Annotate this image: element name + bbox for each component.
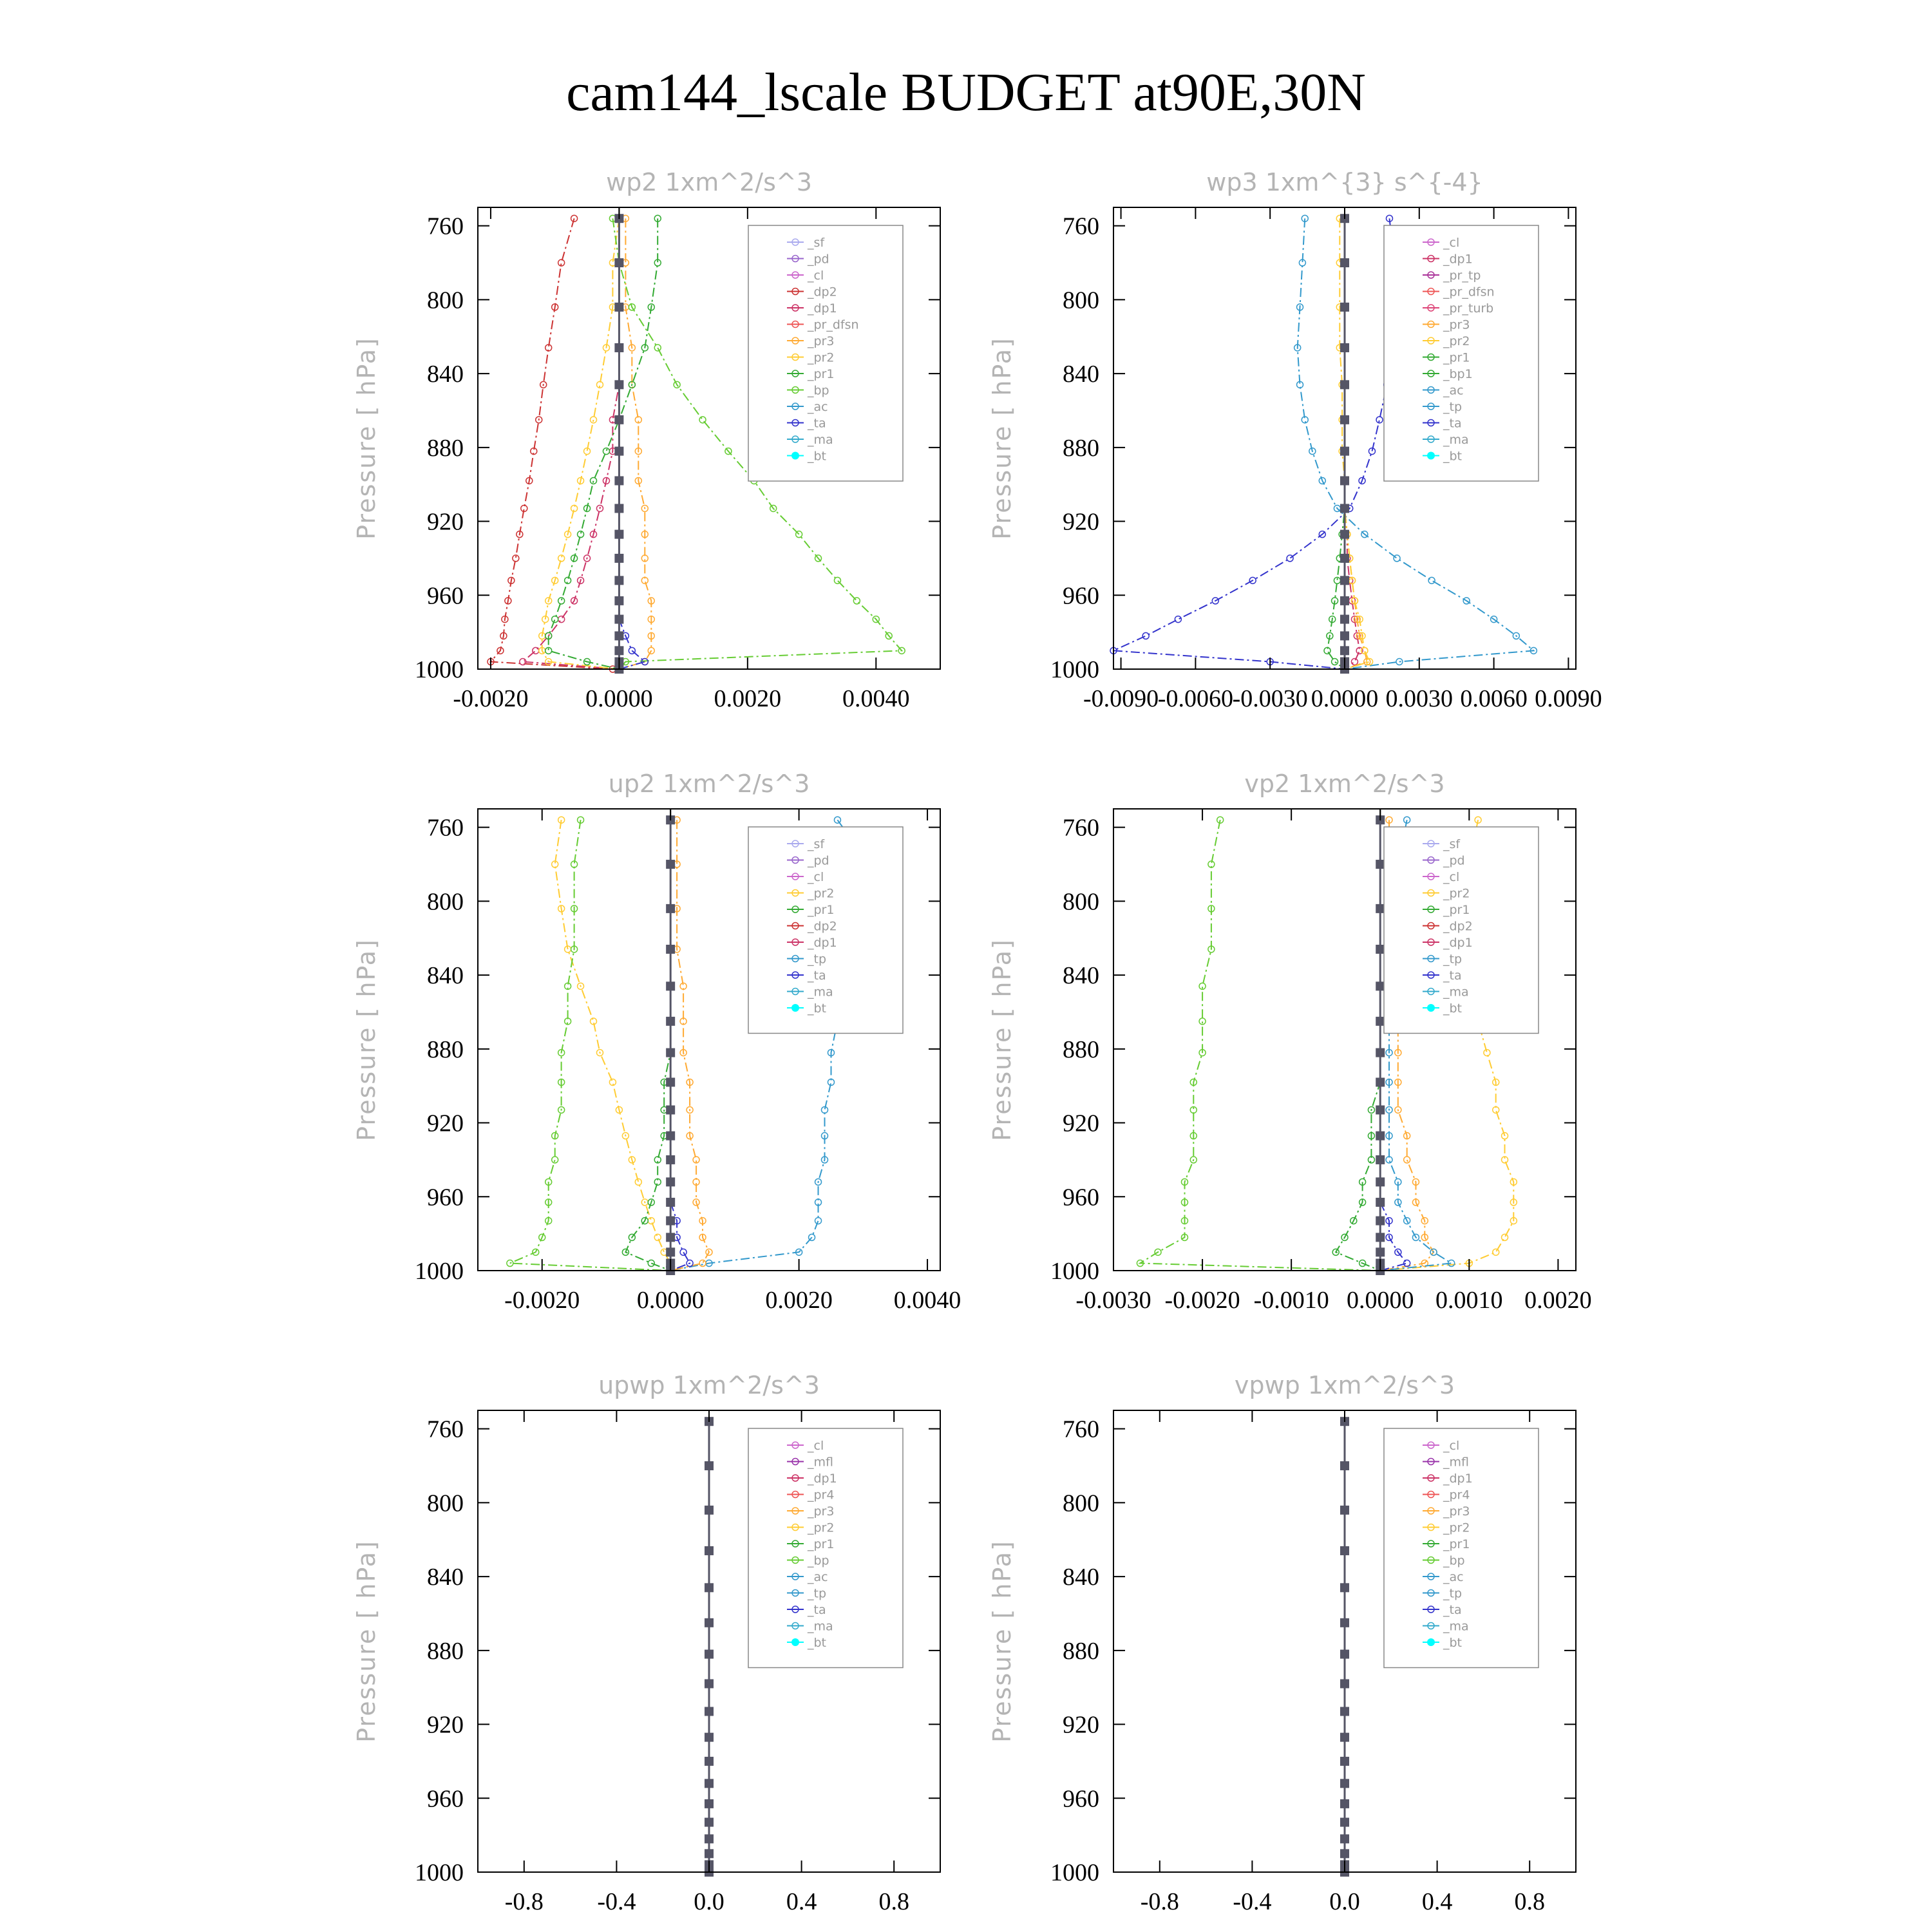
legend-label: _ma <box>1443 985 1469 999</box>
data-point-_bt <box>1376 1017 1385 1026</box>
y-tick-label: 880 <box>427 434 464 462</box>
data-point-_bt <box>666 1077 675 1086</box>
legend-label: _bt <box>1443 1636 1463 1650</box>
legend-label: _ma <box>808 1619 833 1634</box>
y-tick-label: 760 <box>1063 814 1099 842</box>
legend-label: _pr4 <box>808 1488 835 1502</box>
data-point-_bt <box>666 1233 675 1242</box>
legend-label: _pr1 <box>1443 350 1470 365</box>
legend-label: _tp <box>1443 400 1463 414</box>
legend-label: _bt <box>808 1001 827 1016</box>
x-tick-label: 0.4 <box>1421 1888 1453 1915</box>
data-point-_bt <box>705 1679 714 1688</box>
data-point-_bt <box>666 945 675 954</box>
data-point-_bt <box>614 343 623 352</box>
data-point-_bt <box>1340 1779 1349 1788</box>
panel-title: vp2 1xm^2/s^3 <box>1244 770 1445 798</box>
legend-marker <box>1427 452 1435 460</box>
y-tick-label: 800 <box>427 287 464 314</box>
y-tick-label: 760 <box>1063 213 1099 240</box>
series-line-_dp1 <box>510 820 670 1271</box>
legend-label: _pr4 <box>1443 1488 1470 1502</box>
y-tick-label: 920 <box>1063 508 1099 536</box>
panel-title: upwp 1xm^2/s^3 <box>598 1371 820 1399</box>
y-tick-label: 840 <box>427 962 464 990</box>
legend-label: _ma <box>808 985 833 999</box>
data-point-_dp1 <box>558 616 565 623</box>
y-tick-label: 920 <box>427 1110 464 1137</box>
y-axis-label: Pressure [ hPa] <box>352 938 381 1141</box>
series-line-_pr2 <box>670 820 709 1271</box>
legend-label: _bp <box>808 1553 829 1568</box>
x-tick-label: -0.4 <box>1233 1888 1272 1915</box>
data-point-_bt <box>1340 1546 1349 1555</box>
data-point-_bt <box>1340 1733 1349 1742</box>
y-tick-label: 920 <box>427 508 464 536</box>
data-point-_bt <box>1376 1132 1385 1141</box>
legend-label: _cl <box>808 269 824 283</box>
data-point-_bt <box>614 646 623 655</box>
data-point-_bt <box>614 380 623 389</box>
data-point-_bt <box>666 1048 675 1057</box>
legend-label: _dp2 <box>808 285 837 299</box>
data-point-_bt <box>614 554 623 563</box>
y-tick-label: 920 <box>427 1711 464 1739</box>
y-tick-label: 760 <box>427 1416 464 1443</box>
data-point-_bt <box>1376 1233 1385 1242</box>
legend-label: _ta <box>1443 416 1462 431</box>
data-point-_bt <box>1340 1679 1349 1688</box>
legend-label: _ta <box>808 969 826 983</box>
data-point-_pr2 <box>591 417 597 423</box>
data-point-_bt <box>666 1247 675 1256</box>
data-point-_bt <box>1340 1757 1349 1766</box>
legend-label: _bt <box>808 1636 827 1650</box>
legend-label: _mfl <box>808 1455 833 1470</box>
data-point-_bt <box>1340 1583 1349 1592</box>
legend-label: _ac <box>808 400 828 414</box>
legend-label: _ta <box>808 1603 826 1617</box>
data-point-_pr1 <box>1502 1234 1508 1240</box>
legend-label: _tp <box>1443 952 1463 967</box>
legend-label: _pd <box>808 853 829 868</box>
legend-label: _dp1 <box>1443 1472 1473 1486</box>
panel-5 <box>352 1371 940 1915</box>
data-point-_pr2 <box>699 1260 706 1267</box>
data-point-_pr2 <box>1404 1157 1410 1163</box>
data-point-_bt <box>666 1132 675 1141</box>
y-tick-label: 960 <box>1063 582 1099 610</box>
x-tick-label: 0.0000 <box>1346 1287 1414 1314</box>
legend-label: _dp2 <box>1443 919 1473 934</box>
legend-label: _sf <box>1443 837 1461 851</box>
y-tick-label: 880 <box>1063 434 1099 462</box>
x-tick-label: -0.0010 <box>1253 1287 1329 1314</box>
y-tick-label: 840 <box>427 1564 464 1591</box>
x-tick-label: -0.0020 <box>453 685 529 712</box>
series-line-_dp1 <box>1140 820 1380 1271</box>
x-tick-label: -0.0030 <box>1232 685 1308 712</box>
legend-marker <box>791 452 799 460</box>
y-tick-label: 760 <box>427 814 464 842</box>
x-tick-label: 0.8 <box>878 1888 909 1915</box>
data-point-_bt <box>1376 1247 1385 1256</box>
legend-label: _cl <box>1443 870 1460 884</box>
y-tick-label: 840 <box>1063 962 1099 990</box>
data-point-_pr1 <box>591 477 597 484</box>
legend-label: _pr1 <box>808 367 835 381</box>
legend-label: _pr_turb <box>1443 301 1494 316</box>
y-tick-label: 840 <box>1063 1564 1099 1591</box>
legend-label: _ta <box>1443 969 1462 983</box>
x-tick-label: 0.0 <box>694 1888 724 1915</box>
x-tick-label: 0.0060 <box>1460 685 1528 712</box>
legend-label: _bt <box>808 449 827 464</box>
data-point-_ta <box>1287 555 1293 562</box>
x-tick-label: 0.0090 <box>1535 685 1602 712</box>
data-point-_bt <box>666 904 675 913</box>
legend-label: _ac <box>1443 1570 1464 1584</box>
data-point-_bt <box>614 447 623 456</box>
y-tick-label: 800 <box>1063 1490 1099 1517</box>
data-point-_bt <box>1376 945 1385 954</box>
data-point-_bt <box>666 1155 675 1164</box>
y-axis-label: Pressure [ hPa] <box>352 337 381 540</box>
data-point-_bt <box>614 596 623 605</box>
legend-marker <box>1427 1004 1435 1012</box>
data-point-_pr1 <box>1493 1249 1499 1255</box>
y-tick-label: 1000 <box>415 656 464 683</box>
legend-label: _pr2 <box>1443 1520 1470 1535</box>
legend-label: _ac <box>808 1570 828 1584</box>
y-tick-label: 840 <box>1063 361 1099 388</box>
y-tick-label: 960 <box>427 582 464 610</box>
data-point-_bt <box>1376 981 1385 990</box>
series-line-_pr2 <box>542 218 620 669</box>
y-tick-label: 1000 <box>1050 656 1099 683</box>
legend-label: _dp1 <box>808 936 837 950</box>
data-point-_bt <box>1340 303 1349 312</box>
data-point-_bt <box>614 576 623 585</box>
panel-4 <box>988 770 1592 1314</box>
legend-label: _dp1 <box>1443 252 1473 267</box>
data-point-_bt <box>614 631 623 640</box>
data-point-_bt <box>1340 631 1349 640</box>
data-point-_bp <box>699 417 706 423</box>
x-tick-label: 0.0000 <box>1311 685 1379 712</box>
data-point-_bt <box>1376 1155 1385 1164</box>
legend-label: _pd <box>808 252 829 267</box>
x-tick-label: 0.0000 <box>636 1287 705 1314</box>
data-point-_pr1 <box>603 448 609 455</box>
y-tick-label: 840 <box>427 361 464 388</box>
data-point-_tp <box>1394 555 1400 562</box>
series-line-_pr3 <box>619 218 651 669</box>
panel-title: up2 1xm^2/s^3 <box>608 770 810 798</box>
data-point-_bt <box>1340 596 1349 605</box>
data-point-_ta <box>1142 632 1149 639</box>
legend-label: _ta <box>808 416 826 431</box>
legend-label: _pr2 <box>1443 886 1470 901</box>
y-tick-label: 1000 <box>1050 1258 1099 1285</box>
data-point-_ta <box>1175 616 1181 623</box>
x-tick-label: -0.4 <box>597 1888 636 1915</box>
data-point-_bp1 <box>1332 659 1338 665</box>
legend-label: _cl <box>1443 1439 1460 1453</box>
legend-label: _sf <box>808 236 825 250</box>
y-axis-label: Pressure [ hPa] <box>988 938 1016 1141</box>
legend-label: _ma <box>1443 1619 1469 1634</box>
data-point-_bt <box>1376 1048 1385 1057</box>
data-point-_bt <box>1340 1707 1349 1716</box>
data-point-_bt <box>1340 476 1349 485</box>
y-tick-label: 760 <box>427 213 464 240</box>
legend-label: _pr2 <box>808 886 835 901</box>
data-point-_bt <box>1340 1799 1349 1808</box>
legend-label: _bp <box>808 383 829 398</box>
data-point-_bt <box>614 530 623 539</box>
data-point-_bt <box>1340 1506 1349 1515</box>
data-point-_pr1 <box>648 1218 654 1224</box>
panel-6 <box>988 1371 1576 1915</box>
x-tick-label: 0.0040 <box>893 1287 961 1314</box>
data-point-_tp <box>1428 577 1435 583</box>
panel-1 <box>352 168 940 712</box>
data-point-_dp1 <box>1199 1018 1206 1025</box>
data-point-_bt <box>614 504 623 513</box>
data-point-_bt <box>614 258 623 267</box>
legend-label: _bp <box>1443 1553 1465 1568</box>
data-point-_bt <box>705 1618 714 1627</box>
data-point-_bt <box>705 1799 714 1808</box>
y-tick-label: 800 <box>427 888 464 916</box>
legend-label: _ac <box>1443 383 1464 398</box>
x-tick-label: -0.8 <box>1140 1888 1179 1915</box>
x-tick-label: 0.4 <box>786 1888 817 1915</box>
legend-label: _ma <box>808 433 833 447</box>
data-point-_bt <box>1340 530 1349 539</box>
y-tick-label: 880 <box>427 1036 464 1063</box>
x-tick-label: 0.0020 <box>714 685 782 712</box>
x-tick-label: -0.0020 <box>504 1287 580 1314</box>
data-point-_bt <box>1376 1217 1385 1226</box>
y-tick-label: 960 <box>427 1184 464 1211</box>
legend-label: _pr1 <box>808 1537 835 1551</box>
data-point-_bt <box>1376 1077 1385 1086</box>
data-point-_bt <box>1376 1198 1385 1207</box>
data-point-_bt <box>666 1198 675 1207</box>
x-tick-label: 0.0010 <box>1435 1287 1503 1314</box>
data-point-_bt <box>705 1849 714 1858</box>
legend-label: _dp1 <box>808 1472 837 1486</box>
x-tick-label: 0.0030 <box>1385 685 1454 712</box>
data-point-_bt <box>1340 380 1349 389</box>
legend-label: _tp <box>1443 1586 1463 1601</box>
data-point-_bt <box>1340 646 1349 655</box>
y-tick-label: 1000 <box>1050 1859 1099 1886</box>
data-point-_bt <box>1340 447 1349 456</box>
data-point-_tp <box>815 1218 822 1224</box>
legend-label: _cl <box>808 1439 824 1453</box>
y-tick-label: 1000 <box>415 1859 464 1886</box>
data-point-_bt <box>666 1217 675 1226</box>
y-axis-label: Pressure [ hPa] <box>988 1540 1016 1743</box>
x-tick-label: 0.0000 <box>585 685 653 712</box>
x-tick-label: 0.0040 <box>842 685 910 712</box>
data-point-_bt <box>666 860 675 869</box>
data-point-_bt <box>1340 1849 1349 1858</box>
data-point-_bt <box>705 1707 714 1716</box>
data-point-_dp1 <box>1351 659 1358 665</box>
x-tick-label: 0.0 <box>1329 1888 1360 1915</box>
x-tick-label: -0.0020 <box>1164 1287 1240 1314</box>
legend-label: _cl <box>808 870 824 884</box>
y-tick-label: 960 <box>1063 1184 1099 1211</box>
y-tick-label: 960 <box>1063 1785 1099 1813</box>
data-point-_bp <box>853 598 860 604</box>
series-line-_dp2 <box>1336 820 1380 1271</box>
y-tick-label: 800 <box>1063 888 1099 916</box>
data-point-_bt <box>705 1583 714 1592</box>
data-point-_bt <box>705 1650 714 1659</box>
y-tick-label: 800 <box>427 1490 464 1517</box>
data-point-_bt <box>705 1757 714 1766</box>
legend-label: _pr2 <box>808 350 835 365</box>
x-tick-label: -0.0090 <box>1083 685 1159 712</box>
legend-label: _cl <box>1443 236 1460 250</box>
legend-label: _pr3 <box>1443 1504 1470 1519</box>
legend-label: _tp <box>808 952 827 967</box>
legend-label: _mfl <box>1443 1455 1469 1470</box>
data-point-_bt <box>666 1017 675 1026</box>
data-point-_bt <box>705 1506 714 1515</box>
legend-label: _pr2 <box>808 1520 835 1535</box>
legend-label: _bp1 <box>1443 367 1473 381</box>
legend-marker <box>1427 1638 1435 1646</box>
x-tick-label: -0.0030 <box>1075 1287 1151 1314</box>
legend-label: _pr_tp <box>1443 269 1481 283</box>
data-point-_bt <box>1340 1461 1349 1470</box>
legend-label: _pr_dfsn <box>808 317 859 332</box>
data-point-_bt <box>1340 615 1349 624</box>
legend-label: _pr3 <box>1443 317 1470 332</box>
data-point-_bt <box>1340 1834 1349 1843</box>
data-point-_bt <box>705 1546 714 1555</box>
y-tick-label: 800 <box>1063 287 1099 314</box>
data-point-_bt <box>1340 415 1349 424</box>
y-axis-label: Pressure [ hPa] <box>988 337 1016 540</box>
y-tick-label: 760 <box>1063 1416 1099 1443</box>
legend-label: _sf <box>808 837 825 851</box>
data-point-_bt <box>1376 860 1385 869</box>
panel-2 <box>988 168 1602 712</box>
series-line-_pr1 <box>555 820 670 1271</box>
data-point-_bt <box>705 1834 714 1843</box>
panel-title: vpwp 1xm^2/s^3 <box>1234 1371 1455 1399</box>
data-point-_bt <box>1340 1818 1349 1827</box>
data-point-_bt <box>614 415 623 424</box>
x-tick-label: -0.0060 <box>1157 685 1233 712</box>
data-point-_bt <box>1340 1618 1349 1627</box>
data-point-_bt <box>666 1177 675 1186</box>
legend-label: _pr2 <box>1443 334 1470 348</box>
data-point-_ta <box>680 1249 687 1255</box>
data-point-_bt <box>705 1779 714 1788</box>
legend-label: _bt <box>1443 1001 1463 1016</box>
data-point-_bt <box>1340 1650 1349 1659</box>
data-point-_bt <box>1340 504 1349 513</box>
data-point-_pr1 <box>558 598 565 604</box>
y-tick-label: 880 <box>427 1637 464 1665</box>
y-tick-label: 880 <box>1063 1036 1099 1063</box>
data-point-_bt <box>1376 904 1385 913</box>
panel-3 <box>352 770 961 1314</box>
data-point-_bt <box>705 1461 714 1470</box>
x-tick-label: 0.0020 <box>765 1287 833 1314</box>
data-point-_bt <box>614 303 623 312</box>
data-point-_bt <box>1340 258 1349 267</box>
legend-label: _pd <box>1443 853 1465 868</box>
legend-label: _bt <box>1443 449 1463 464</box>
legend-label: _dp1 <box>1443 936 1473 950</box>
data-point-_bt <box>614 476 623 485</box>
data-point-_bp <box>834 577 840 583</box>
x-tick-label: -0.8 <box>504 1888 544 1915</box>
legend-label: _pr3 <box>808 334 835 348</box>
y-tick-label: 880 <box>1063 1637 1099 1665</box>
legend-label: _pr1 <box>1443 903 1470 917</box>
data-point-_pr1 <box>654 1234 661 1240</box>
data-point-_bt <box>705 1733 714 1742</box>
legend-label: _pr1 <box>1443 1537 1470 1551</box>
data-point-_bt <box>666 981 675 990</box>
x-tick-label: 0.8 <box>1514 1888 1545 1915</box>
panel-title: wp2 1xm^2/s^3 <box>606 168 812 196</box>
legend-label: _tp <box>808 1586 827 1601</box>
legend-label: _pr3 <box>808 1504 835 1519</box>
legend-marker <box>791 1638 799 1646</box>
x-tick-label: 0.0020 <box>1524 1287 1592 1314</box>
y-tick-label: 1000 <box>415 1258 464 1285</box>
legend-label: _pr1 <box>808 903 835 917</box>
data-point-_bp <box>654 345 661 351</box>
data-point-_bt <box>614 615 623 624</box>
legend-label: _dp2 <box>808 919 837 934</box>
data-point-_dp1 <box>533 647 539 654</box>
legend-label: _pr_dfsn <box>1443 285 1495 299</box>
legend-label: _ma <box>1443 433 1469 447</box>
data-point-_bt <box>666 1105 675 1114</box>
legend-marker <box>791 1004 799 1012</box>
y-tick-label: 920 <box>1063 1110 1099 1137</box>
data-point-_pr1 <box>552 616 558 623</box>
data-point-_bt <box>1340 576 1349 585</box>
legend-label: _dp1 <box>808 301 837 316</box>
data-point-_bt <box>705 1818 714 1827</box>
y-tick-label: 920 <box>1063 1711 1099 1739</box>
data-point-_bt <box>1376 1177 1385 1186</box>
data-point-_bt <box>1340 343 1349 352</box>
panel-title: wp3 1xm^{3} s^{-4} <box>1206 168 1483 196</box>
data-point-_bt <box>1376 1105 1385 1114</box>
legend-label: _ta <box>1443 1603 1462 1617</box>
page-title: cam144_lscale BUDGET at90E,30N <box>566 62 1366 122</box>
data-point-_bt <box>1340 554 1349 563</box>
y-tick-label: 960 <box>427 1785 464 1813</box>
y-axis-label: Pressure [ hPa] <box>352 1540 381 1743</box>
